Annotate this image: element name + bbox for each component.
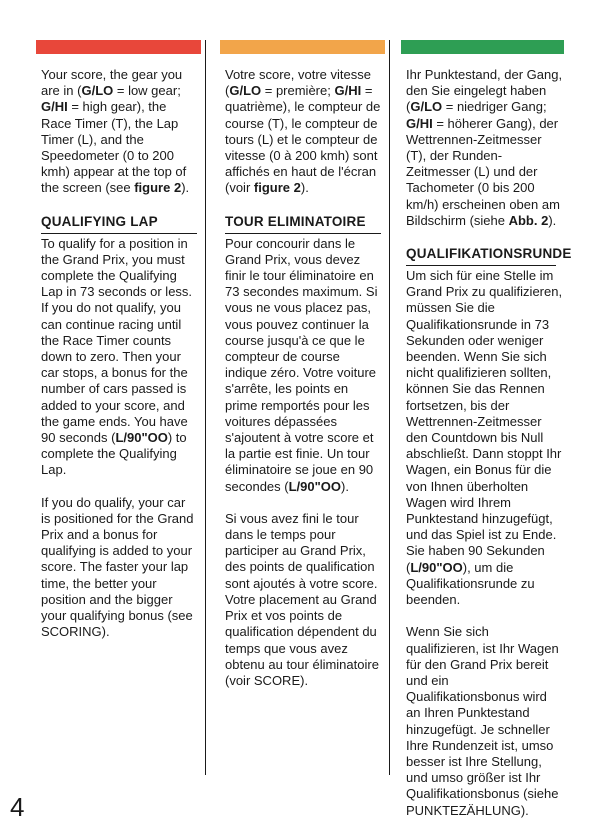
german-intro: Ihr Punktestand, der Gang, den Sie eingelegt haben (G/LO = niedriger Gang; G/HI = höherer Gang), der Wettrennen-Zeitmesser (T), der Runden-Zeitmesser (L) und der Tachometer (0 bis 200 km/h) erscheinen oben am Bildschirm (siehe Abb. 2). [406,67,563,228]
german-paragraph-2: Wenn Sie sich qualifizieren, ist Ihr Wagen für den Grand Prix bereit und ein Qualifikationsbonus wird an Ihren Punktestand hinzugefügt. Je schneller Ihre Rundenzeit ist, umso besser ist Ihre Stellung, und umso größer ist Ihr Qualifikationsbonus (siehe PUNKTEZÄHLUNG). [406,624,559,818]
english-heading: QUALIFYING LAP [41,213,197,234]
page-number: 4 [10,792,25,822]
green-color-bar [401,40,564,54]
french-intro: Votre score, votre vitesse (G/LO = première; G/HI = quatrième), le compteur de course (T), le compteur de tours (L) et le compteur de vitesse (0 à 200 kmh) sont affichés en haut de l'écran (voir figure 2). [225,67,381,196]
english-paragraph-1: To qualify for a position in the Grand Prix, you must complete the Qualifying Lap in 73 seconds or less. If you do not qualify, you can continue racing until the Race Timer counts down to zero. Then your car stops, a bonus for the number of cars passed is added to your score, and the game ends. You have 90 seconds (L/90"OO) to complete the Qualifying Lap. [41,235,193,478]
german-column [401,40,572,818]
english-column [36,40,206,775]
red-color-bar [36,40,201,54]
french-paragraph-2: Si vous avez fini le tour dans le temps pour participer au Grand Prix, des points de qualification sont ajoutés à votre score. Votre placement au Grand Prix et vos points de qualification dépendent du temps que vous avez obtenu au tour éliminatoire (voir SCORE). [225,510,379,688]
english-paragraph-2: If you do qualify, your car is positioned for the Grand Prix and a bonus for qualifying is added to your score. The faster your lap time, the better your position and the bigger your qualifying bonus (see SCORING). [41,494,194,640]
french-column [220,40,390,775]
german-heading: QUALIFIKATIONSRUNDE [406,245,556,266]
orange-color-bar [220,40,385,54]
french-paragraph-1: Pour concourir dans le Grand Prix, vous devez finir le tour éliminatoire en 73 secondes maximum. Si vous ne vous placez pas, vous pouvez continuer la course jusqu'à ce que le compteur de course indique zéro. Votre voiture s'arrête, les points en prime remportés pour les voitures dépassées s'ajoutent à votre score et la partie est finie. Un tour éliminatoire se joue en 90 secondes (L/90"OO). [225,235,378,494]
english-intro: Your score, the gear you are in (G/LO = low gear; G/HI = high gear), the Race Timer (T), the Lap Timer (L), and the Speedometer (0 to 200 kmh) appear at the top of the screen (see figure 2). [41,67,190,196]
german-paragraph-1: Um sich für eine Stelle im Grand Prix zu qualifizieren, müssen Sie die Qualifikationsrunde in 73 Sekunden oder weniger beenden. Wenn Sie sich nicht qualifizieren sollten, können Sie das Rennen fortsetzen, bis der Wettrennen-Zeitmesser den Countdown bis Null abschließt. Dann stoppt Ihr Wagen, ein Bonus für die von Ihnen überholten Wagen wird Ihrem Punktestand hinzugefügt, und das Spiel ist zu Ende. Sie haben 90 Sekunden (L/90"OO), um die Qualifikationsrunde zu beenden. [406,268,563,608]
french-heading: TOUR ELIMINATOIRE [225,213,381,234]
